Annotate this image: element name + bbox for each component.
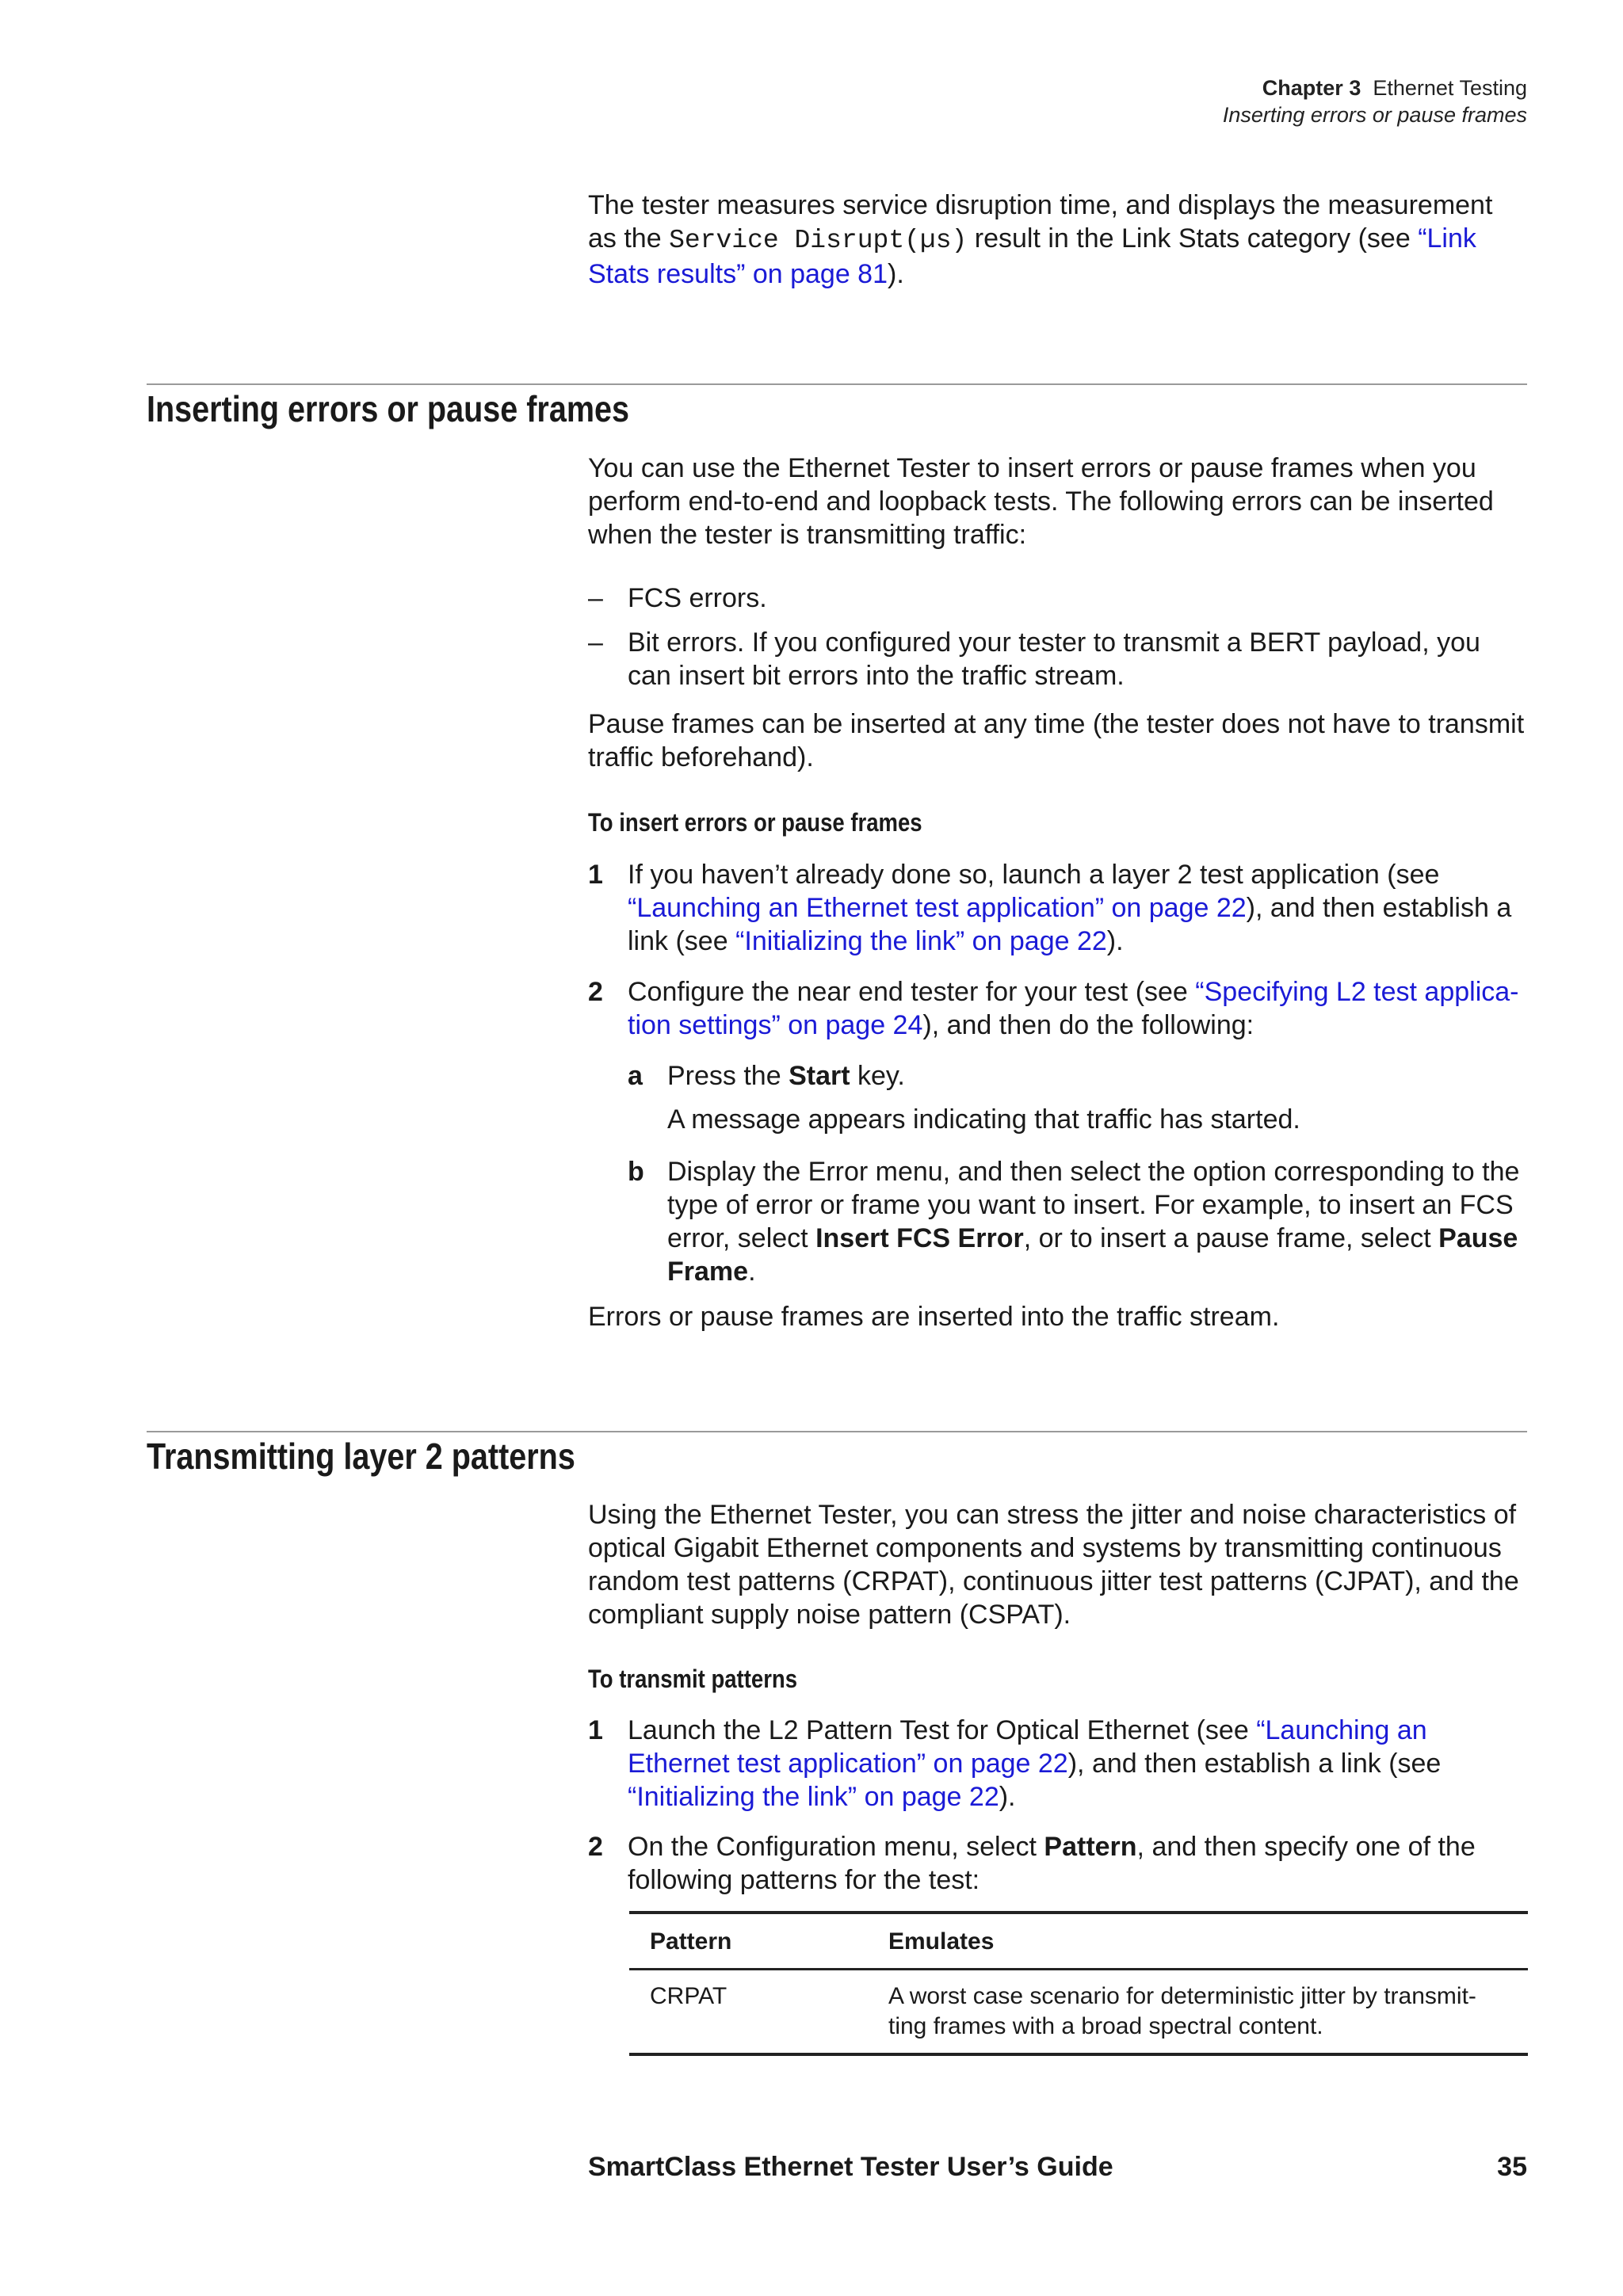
section-divider: [147, 1431, 1527, 1432]
procedure-heading: To transmit patterns: [588, 1665, 798, 1693]
service-disrupt-code: Service Disrupt(µs): [669, 226, 968, 255]
section2-paragraph: Using the Ethernet Tester, you can stress the jitter and noise characteristics of optical Gigabit Ethernet components and systems by transmitting continuous random test patterns (CRPAT), continuous jitter test patterns (CJPAT), and the compliant supply noise pattern (CSPAT).: [588, 1500, 1519, 1630]
step-text: ), and then establish a link (see: [1067, 1749, 1442, 1779]
footer-guide-title: SmartClass Ethernet Tester User’s Guide: [588, 2152, 1113, 2182]
intro-text: The tester measures service disruption time, and displays the measurement as the: [588, 190, 1493, 254]
step-text: On the Configuration menu, select: [628, 1832, 1044, 1862]
section-heading-transmitting-patterns: Transmitting layer 2 patterns: [147, 1436, 575, 1477]
pattern-table-wrapper: [629, 1911, 1528, 2056]
step-1-text: [628, 1714, 1528, 1814]
intro-paragraph: [588, 189, 1528, 291]
initializing-link-link[interactable]: “Initializing the link” on page 22: [735, 926, 1107, 956]
column-header-pattern: Pattern: [650, 1928, 732, 1955]
launching-ethernet-test-link[interactable]: “Launching an Ethernet test application” on page 22: [628, 893, 1247, 923]
bullet-item: Bit errors. If you configured your tester to transmit a BERT payload, you can insert bit errors into the traffic stream.: [628, 627, 1480, 691]
step-1-text: [628, 858, 1528, 958]
intro-text-2: result in the Link Stats category (see: [967, 223, 1419, 254]
section1-paragraph: You can use the Ethernet Tester to insert errors or pause frames when you perform end-to-end and loopback tests. The following errors can be inserted when the tester is transmitting traffic:: [588, 453, 1494, 550]
pattern-menu-label: Pattern: [1044, 1832, 1137, 1862]
table-header-row: [629, 1913, 1528, 1970]
step-number: 2: [588, 977, 603, 1007]
pause-frame-label: Pause Frame: [667, 1223, 1518, 1287]
section-heading-inserting-errors: Inserting errors or pause frames: [147, 388, 630, 429]
substep-text: , or to insert a pause frame, select: [1023, 1223, 1439, 1253]
column-header-emulates: Emulates: [888, 1928, 995, 1955]
substep-a-note: A message appears indicating that traffic has started.: [667, 1104, 1300, 1135]
chapter-title: Ethernet Testing: [1373, 76, 1527, 100]
procedure-result: Errors or pause frames are inserted into the traffic stream.: [588, 1302, 1280, 1332]
section1-paragraph-2: Pause frames can be inserted at any time (the tester does not have to transmit traffic beforehand).: [588, 709, 1525, 772]
substep-text: .: [748, 1257, 756, 1287]
header-section-title: Inserting errors or pause frames: [1222, 103, 1527, 127]
substep-letter: a: [628, 1061, 643, 1091]
pattern-table: [629, 1911, 1528, 2056]
step-text: , and then specify one of the following patterns for the test:: [628, 1832, 1476, 1895]
substep-a-text: [667, 1059, 1528, 1093]
chapter-label: Chapter 3: [1262, 76, 1361, 100]
step-text: ), and then do the following:: [922, 1010, 1254, 1040]
step-number: 1: [588, 1715, 603, 1745]
step-text: ), and then establish a link (see: [628, 893, 1512, 956]
substep-text: key.: [850, 1061, 905, 1091]
substep-b-text: [667, 1155, 1528, 1288]
step-text: If you haven’t already done so, launch a layer 2 test application (see: [628, 860, 1440, 890]
launching-ethernet-test-link[interactable]: “Launching an Ethernet test application” on page 22: [628, 1715, 1427, 1779]
running-header: [1223, 74, 1527, 128]
intro-text-3: ).: [888, 259, 904, 289]
table-cell-pattern: CRPAT: [650, 1983, 727, 2009]
bullet-item: FCS errors.: [628, 583, 767, 613]
step-number: 1: [588, 860, 603, 890]
table-row: [629, 1970, 1528, 2055]
step-2-text: [628, 1830, 1528, 1897]
step-2-text: [628, 975, 1528, 1042]
bullet-dash: –: [588, 583, 603, 613]
step-text: Configure the near end tester for your test (see: [628, 977, 1196, 1007]
step-text: Launch the L2 Pattern Test for Optical Ethernet (see: [628, 1715, 1257, 1745]
step-text: ).: [1106, 926, 1124, 956]
procedure-heading: To insert errors or pause frames: [588, 808, 922, 837]
step-text: ).: [999, 1782, 1016, 1812]
table-cell-emulates: A worst case scenario for deterministic jitter by transmit-ting frames with a broad spectral content.: [888, 1983, 1476, 2039]
specifying-l2-settings-link[interactable]: “Specifying L2 test applica-tion settings” on page 24: [628, 977, 1519, 1040]
start-key-label: Start: [789, 1061, 850, 1091]
insert-fcs-error-label: Insert FCS Error: [815, 1223, 1024, 1253]
link-stats-results-link[interactable]: “Link Stats results” on page 81: [588, 223, 1476, 289]
step-number: 2: [588, 1832, 603, 1862]
section-divider: [147, 383, 1527, 385]
initializing-link-link[interactable]: “Initializing the link” on page 22: [628, 1782, 999, 1812]
substep-text: Display the Error menu, and then select the option corresponding to the type of error or frame you want to insert. For example, to insert an FCS error, select: [667, 1157, 1520, 1253]
substep-letter: b: [628, 1157, 644, 1187]
page-number: 35: [1497, 2152, 1527, 2182]
substep-text: Press the: [667, 1061, 789, 1091]
bullet-dash: –: [588, 627, 603, 658]
header-chapter: [1223, 74, 1527, 101]
